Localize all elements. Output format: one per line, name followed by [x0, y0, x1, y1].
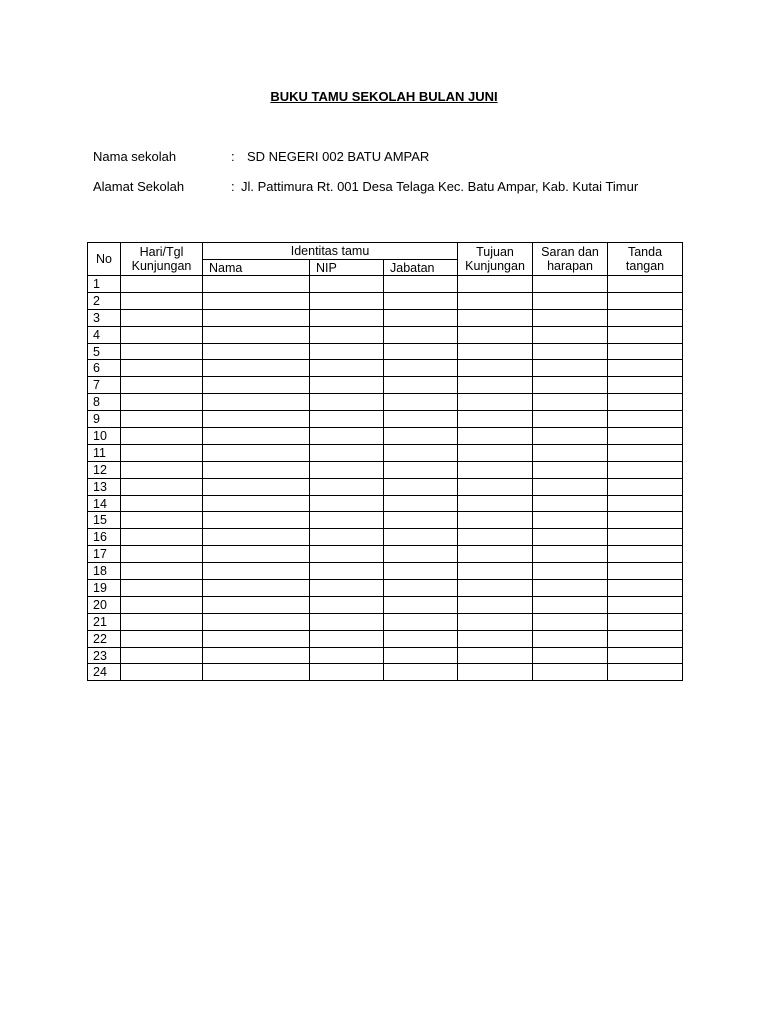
- cell-suggestions: [533, 309, 608, 326]
- cell-position: [384, 563, 458, 580]
- cell-position: [384, 546, 458, 563]
- cell-name: [203, 377, 310, 394]
- row-number: 14: [88, 495, 121, 512]
- cell-nip: [310, 394, 384, 411]
- school-name-value: SD NEGERI 002 BATU AMPAR: [247, 149, 430, 164]
- cell-nip: [310, 478, 384, 495]
- cell-position: [384, 444, 458, 461]
- school-name-label: Nama sekolah: [93, 149, 177, 164]
- cell-name: [203, 596, 310, 613]
- row-number: 17: [88, 546, 121, 563]
- header-nip: NIP: [310, 260, 384, 276]
- cell-visit-date: [121, 512, 203, 529]
- row-number: 11: [88, 444, 121, 461]
- cell-suggestions: [533, 664, 608, 681]
- cell-visit-date: [121, 664, 203, 681]
- table-row: [88, 276, 683, 293]
- cell-suggestions: [533, 394, 608, 411]
- table-row: [88, 428, 683, 445]
- cell-name: [203, 563, 310, 580]
- table-row: [88, 309, 683, 326]
- cell-name: [203, 444, 310, 461]
- header-suggestions-line1: Saran dan: [541, 245, 599, 259]
- cell-signature: [608, 563, 683, 580]
- row-number: 6: [88, 360, 121, 377]
- cell-nip: [310, 444, 384, 461]
- cell-visit-date: [121, 529, 203, 546]
- row-number: 24: [88, 664, 121, 681]
- cell-visit-date: [121, 596, 203, 613]
- cell-position: [384, 461, 458, 478]
- cell-name: [203, 478, 310, 495]
- cell-visit-date: [121, 478, 203, 495]
- cell-visit-purpose: [458, 411, 533, 428]
- cell-signature: [608, 326, 683, 343]
- header-visit-purpose-line2: Kunjungan: [465, 259, 525, 273]
- cell-visit-date: [121, 495, 203, 512]
- cell-name: [203, 428, 310, 445]
- cell-visit-purpose: [458, 428, 533, 445]
- guest-book-table: [87, 242, 683, 681]
- cell-position: [384, 411, 458, 428]
- cell-suggestions: [533, 613, 608, 630]
- cell-signature: [608, 664, 683, 681]
- cell-visit-purpose: [458, 292, 533, 309]
- cell-position: [384, 495, 458, 512]
- cell-position: [384, 478, 458, 495]
- cell-nip: [310, 613, 384, 630]
- cell-visit-purpose: [458, 461, 533, 478]
- cell-position: [384, 596, 458, 613]
- cell-name: [203, 580, 310, 597]
- table-row: [88, 630, 683, 647]
- cell-signature: [608, 411, 683, 428]
- cell-position: [384, 309, 458, 326]
- table-row: [88, 546, 683, 563]
- cell-visit-date: [121, 428, 203, 445]
- cell-suggestions: [533, 563, 608, 580]
- cell-nip: [310, 276, 384, 293]
- cell-nip: [310, 512, 384, 529]
- header-guest-identity: Identitas tamu: [203, 243, 458, 260]
- cell-name: [203, 343, 310, 360]
- cell-suggestions: [533, 461, 608, 478]
- table-row: [88, 512, 683, 529]
- cell-name: [203, 647, 310, 664]
- cell-suggestions: [533, 647, 608, 664]
- cell-nip: [310, 326, 384, 343]
- cell-visit-date: [121, 546, 203, 563]
- cell-visit-date: [121, 394, 203, 411]
- cell-visit-purpose: [458, 326, 533, 343]
- school-address-value: Jl. Pattimura Rt. 001 Desa Telaga Kec. Batu Ampar, Kab. Kutai Timur: [241, 179, 639, 194]
- row-number: 13: [88, 478, 121, 495]
- cell-visit-date: [121, 461, 203, 478]
- header-signature: [608, 243, 683, 276]
- row-number: 5: [88, 343, 121, 360]
- cell-visit-purpose: [458, 647, 533, 664]
- cell-visit-purpose: [458, 478, 533, 495]
- header-visit-date-line2: Kunjungan: [131, 259, 192, 273]
- row-number: 8: [88, 394, 121, 411]
- cell-signature: [608, 546, 683, 563]
- cell-name: [203, 360, 310, 377]
- table-row: [88, 495, 683, 512]
- table-row: [88, 461, 683, 478]
- cell-signature: [608, 276, 683, 293]
- cell-visit-purpose: [458, 512, 533, 529]
- cell-visit-purpose: [458, 529, 533, 546]
- cell-visit-date: [121, 309, 203, 326]
- cell-nip: [310, 580, 384, 597]
- cell-nip: [310, 411, 384, 428]
- table-row: [88, 664, 683, 681]
- cell-visit-date: [121, 276, 203, 293]
- table-row: [88, 394, 683, 411]
- school-address-colon: :: [231, 179, 235, 194]
- cell-name: [203, 326, 310, 343]
- document-title: BUKU TAMU SEKOLAH BULAN JUNI: [270, 89, 498, 104]
- cell-position: [384, 428, 458, 445]
- header-name: Nama: [203, 260, 310, 276]
- cell-name: [203, 613, 310, 630]
- cell-nip: [310, 309, 384, 326]
- cell-position: [384, 647, 458, 664]
- cell-nip: [310, 343, 384, 360]
- row-number: 21: [88, 613, 121, 630]
- cell-signature: [608, 309, 683, 326]
- cell-position: [384, 512, 458, 529]
- row-number: 16: [88, 529, 121, 546]
- cell-signature: [608, 596, 683, 613]
- header-visit-purpose: [458, 243, 533, 276]
- cell-position: [384, 360, 458, 377]
- cell-nip: [310, 428, 384, 445]
- school-address-label: Alamat Sekolah: [93, 179, 185, 194]
- cell-visit-purpose: [458, 563, 533, 580]
- row-number: 22: [88, 630, 121, 647]
- cell-name: [203, 495, 310, 512]
- cell-nip: [310, 563, 384, 580]
- cell-visit-date: [121, 580, 203, 597]
- table-row: [88, 563, 683, 580]
- cell-signature: [608, 647, 683, 664]
- cell-visit-date: [121, 292, 203, 309]
- cell-name: [203, 411, 310, 428]
- cell-position: [384, 664, 458, 681]
- table-row: [88, 529, 683, 546]
- cell-position: [384, 343, 458, 360]
- guest-rows: [88, 276, 683, 681]
- cell-nip: [310, 596, 384, 613]
- cell-nip: [310, 546, 384, 563]
- cell-suggestions: [533, 478, 608, 495]
- cell-position: [384, 630, 458, 647]
- cell-suggestions: [533, 360, 608, 377]
- cell-signature: [608, 444, 683, 461]
- cell-signature: [608, 377, 683, 394]
- cell-signature: [608, 428, 683, 445]
- cell-signature: [608, 529, 683, 546]
- header-visit-date-line1: Hari/Tgl: [139, 245, 184, 259]
- cell-visit-purpose: [458, 444, 533, 461]
- cell-signature: [608, 512, 683, 529]
- cell-position: [384, 529, 458, 546]
- row-number: 23: [88, 647, 121, 664]
- cell-suggestions: [533, 546, 608, 563]
- cell-suggestions: [533, 630, 608, 647]
- cell-nip: [310, 630, 384, 647]
- cell-nip: [310, 495, 384, 512]
- row-number: 19: [88, 580, 121, 597]
- cell-nip: [310, 461, 384, 478]
- cell-name: [203, 461, 310, 478]
- cell-name: [203, 546, 310, 563]
- cell-suggestions: [533, 495, 608, 512]
- cell-visit-date: [121, 630, 203, 647]
- cell-position: [384, 613, 458, 630]
- cell-visit-date: [121, 343, 203, 360]
- cell-suggestions: [533, 411, 608, 428]
- cell-suggestions: [533, 512, 608, 529]
- table-row: [88, 444, 683, 461]
- cell-name: [203, 529, 310, 546]
- row-number: 7: [88, 377, 121, 394]
- header-signature-line2: tangan: [625, 259, 665, 273]
- cell-signature: [608, 613, 683, 630]
- table-row: [88, 580, 683, 597]
- cell-visit-purpose: [458, 276, 533, 293]
- row-number: 10: [88, 428, 121, 445]
- cell-visit-purpose: [458, 630, 533, 647]
- cell-visit-date: [121, 326, 203, 343]
- cell-visit-purpose: [458, 377, 533, 394]
- table-row: [88, 478, 683, 495]
- cell-nip: [310, 529, 384, 546]
- row-number: 18: [88, 563, 121, 580]
- cell-visit-date: [121, 613, 203, 630]
- cell-name: [203, 394, 310, 411]
- cell-visit-date: [121, 647, 203, 664]
- cell-nip: [310, 377, 384, 394]
- cell-suggestions: [533, 343, 608, 360]
- header-suggestions-line2: harapan: [547, 259, 593, 273]
- cell-visit-purpose: [458, 580, 533, 597]
- school-name-row: [93, 149, 429, 164]
- cell-visit-date: [121, 360, 203, 377]
- cell-visit-date: [121, 411, 203, 428]
- header-visit-date: [121, 243, 203, 276]
- cell-signature: [608, 394, 683, 411]
- header-visit-purpose-line1: Tujuan: [476, 245, 514, 259]
- cell-nip: [310, 292, 384, 309]
- header-suggestions: [533, 243, 608, 276]
- cell-position: [384, 276, 458, 293]
- cell-suggestions: [533, 377, 608, 394]
- cell-visit-date: [121, 563, 203, 580]
- table-row: [88, 326, 683, 343]
- header-no: No: [88, 243, 121, 276]
- cell-signature: [608, 580, 683, 597]
- row-number: 4: [88, 326, 121, 343]
- header-position: Jabatan: [384, 260, 458, 276]
- cell-name: [203, 276, 310, 293]
- cell-suggestions: [533, 444, 608, 461]
- cell-suggestions: [533, 326, 608, 343]
- cell-nip: [310, 360, 384, 377]
- cell-position: [384, 394, 458, 411]
- cell-name: [203, 664, 310, 681]
- school-name-colon: :: [231, 149, 235, 164]
- school-address-row: [93, 179, 638, 194]
- row-number: 15: [88, 512, 121, 529]
- cell-name: [203, 292, 310, 309]
- cell-signature: [608, 360, 683, 377]
- table-row: [88, 411, 683, 428]
- row-number: 9: [88, 411, 121, 428]
- table-row: [88, 613, 683, 630]
- cell-signature: [608, 461, 683, 478]
- table-row: [88, 647, 683, 664]
- cell-suggestions: [533, 580, 608, 597]
- cell-position: [384, 377, 458, 394]
- cell-visit-purpose: [458, 596, 533, 613]
- row-number: 2: [88, 292, 121, 309]
- cell-suggestions: [533, 428, 608, 445]
- cell-nip: [310, 647, 384, 664]
- cell-visit-purpose: [458, 495, 533, 512]
- cell-visit-date: [121, 444, 203, 461]
- cell-visit-purpose: [458, 343, 533, 360]
- cell-suggestions: [533, 276, 608, 293]
- table-row: [88, 292, 683, 309]
- cell-suggestions: [533, 596, 608, 613]
- cell-signature: [608, 343, 683, 360]
- cell-signature: [608, 478, 683, 495]
- table-row: [88, 343, 683, 360]
- table-row: [88, 377, 683, 394]
- row-number: 3: [88, 309, 121, 326]
- row-number: 12: [88, 461, 121, 478]
- row-number: 1: [88, 276, 121, 293]
- cell-position: [384, 292, 458, 309]
- cell-visit-purpose: [458, 664, 533, 681]
- cell-suggestions: [533, 529, 608, 546]
- table-row: [88, 360, 683, 377]
- cell-visit-purpose: [458, 309, 533, 326]
- cell-visit-purpose: [458, 613, 533, 630]
- cell-signature: [608, 495, 683, 512]
- cell-position: [384, 580, 458, 597]
- cell-name: [203, 630, 310, 647]
- row-number: 20: [88, 596, 121, 613]
- header-signature-line1: Tanda: [627, 245, 663, 259]
- cell-visit-purpose: [458, 394, 533, 411]
- cell-signature: [608, 630, 683, 647]
- cell-suggestions: [533, 292, 608, 309]
- cell-signature: [608, 292, 683, 309]
- cell-name: [203, 512, 310, 529]
- cell-name: [203, 309, 310, 326]
- cell-visit-purpose: [458, 546, 533, 563]
- cell-visit-purpose: [458, 360, 533, 377]
- cell-visit-date: [121, 377, 203, 394]
- cell-position: [384, 326, 458, 343]
- table-row: [88, 596, 683, 613]
- cell-nip: [310, 664, 384, 681]
